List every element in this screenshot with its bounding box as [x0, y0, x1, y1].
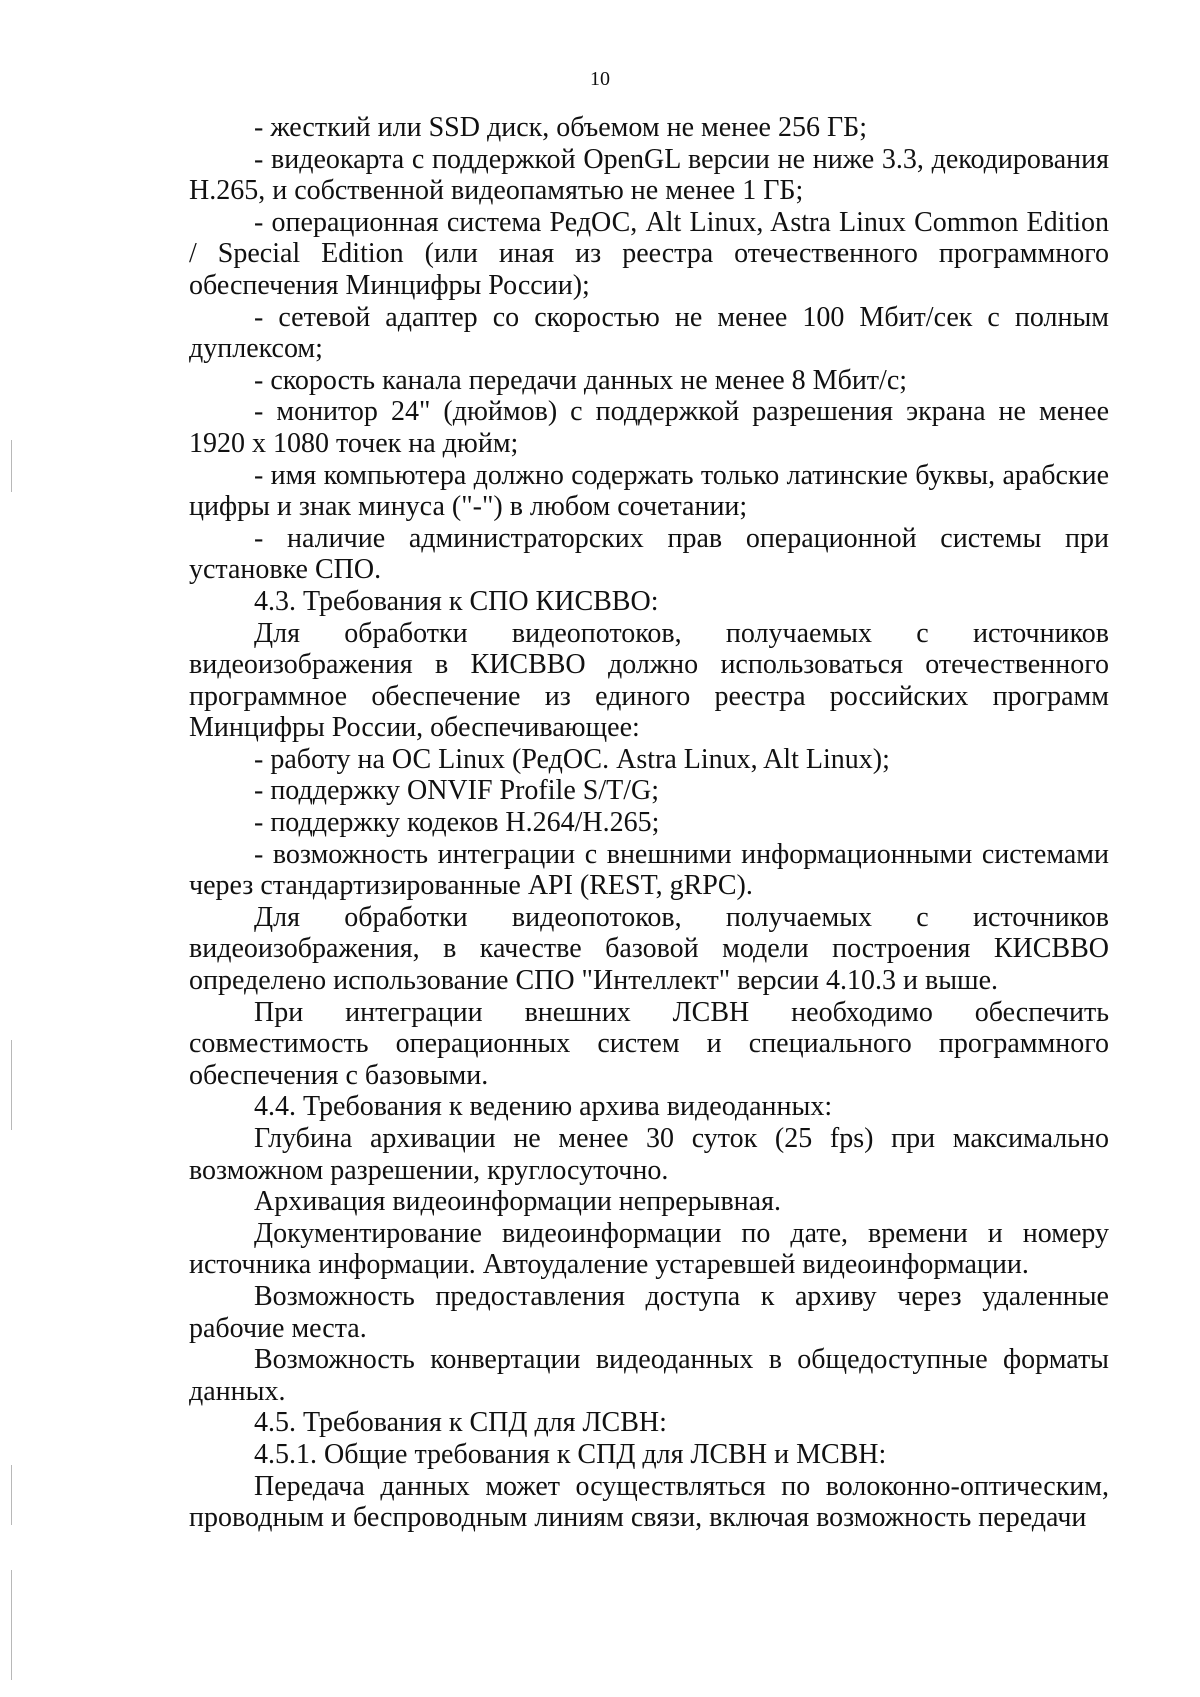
scan-edge-mark	[11, 1465, 12, 1525]
scan-edge-mark	[11, 1570, 12, 1680]
paragraph: - видеокарта с поддержкой OpenGL версии не ниже 3.3, декодирования H.265, и собственной видеопамятью не менее 1 ГБ;	[189, 143, 1109, 207]
paragraph: Архивация видеоинформации непрерывная.	[254, 1186, 781, 1218]
section-heading: 4.3. Требования к СПО КИСВВО:	[254, 585, 659, 617]
paragraph: - работу на ОС Linux (РедОС. Astra Linux, Alt Linux);	[254, 743, 890, 775]
paragraph: - операционная система РедОС, Alt Linux, Astra Linux Common Edition / Special Edition (или иная из реестра отечественного программного обеспечения Минцифры России);	[189, 206, 1109, 301]
scan-edge-mark	[11, 1040, 12, 1130]
paragraph: Документирование видеоинформации по дате, времени и номеру источника информации. Автоудаление устаревшей видеоинформации.	[189, 1217, 1109, 1281]
paragraph: - сетевой адаптер со скоростью не менее 100 Мбит/сек с полным дуплексом;	[189, 301, 1109, 365]
subsection-heading: 4.5.1. Общие требования к СПД для ЛСВН и МСВН:	[254, 1438, 887, 1470]
section-heading: 4.4. Требования к ведению архива видеоданных:	[254, 1091, 833, 1123]
paragraph: - монитор 24" (дюймов) с поддержкой разрешения экрана не менее 1920 х 1080 точек на дюйм;	[189, 396, 1109, 459]
section-heading: 4.5. Требования к СПД для ЛСВН:	[254, 1407, 667, 1439]
paragraph: - возможность интеграции с внешними информационными системами через стандартизированные API (REST, gRPC).	[189, 838, 1109, 902]
paragraph: - поддержку ONVIF Profile S/T/G;	[254, 775, 659, 807]
paragraph: - скорость канала передачи данных не менее 8 Мбит/с;	[254, 364, 908, 396]
paragraph: При интеграции внешних ЛСВН необходимо обеспечить совместимость операционных систем и специального программного обеспечения с базовыми.	[189, 996, 1109, 1091]
paragraph: - наличие администраторских прав операционной системы при установке СПО.	[189, 522, 1109, 586]
paragraph: Для обработки видеопотоков, получаемых с источников видеоизображения, в качестве базовой модели построения КИСВВО определено использование СПО "Интеллект" версии 4.10.3 и выше.	[189, 901, 1109, 997]
scan-edge-mark	[11, 440, 12, 492]
paragraph: - жесткий или SSD диск, объемом не менее 256 ГБ;	[254, 112, 868, 143]
paragraph: Возможность предоставления доступа к архиву через удаленные рабочие места.	[189, 1280, 1109, 1344]
paragraph: Для обработки видеопотоков, получаемых с источников видеоизображения в КИСВВО должно использоваться отечественного программное обеспечение из единого реестра российских программ Минцифры России, обеспечивающее:	[189, 617, 1109, 744]
paragraph: - поддержку кодеков H.264/H.265;	[254, 807, 660, 839]
paragraph: Передача данных может осуществляться по волоконно-оптическим, проводным и беспроводным линиям связи, включая возможность передачи	[189, 1470, 1109, 1534]
paragraph: - имя компьютера должно содержать только латинские буквы, арабские цифры и знак минуса ("-") в любом сочетании;	[189, 459, 1109, 523]
paragraph: Возможность конвертации видеоданных в общедоступные форматы данных.	[189, 1344, 1109, 1407]
document-body	[189, 112, 1109, 1534]
paragraph: Глубина архивации не менее 30 суток (25 fps) при максимально возможном разрешении, круглосуточно.	[189, 1123, 1109, 1186]
page-number: 10	[590, 68, 610, 90]
